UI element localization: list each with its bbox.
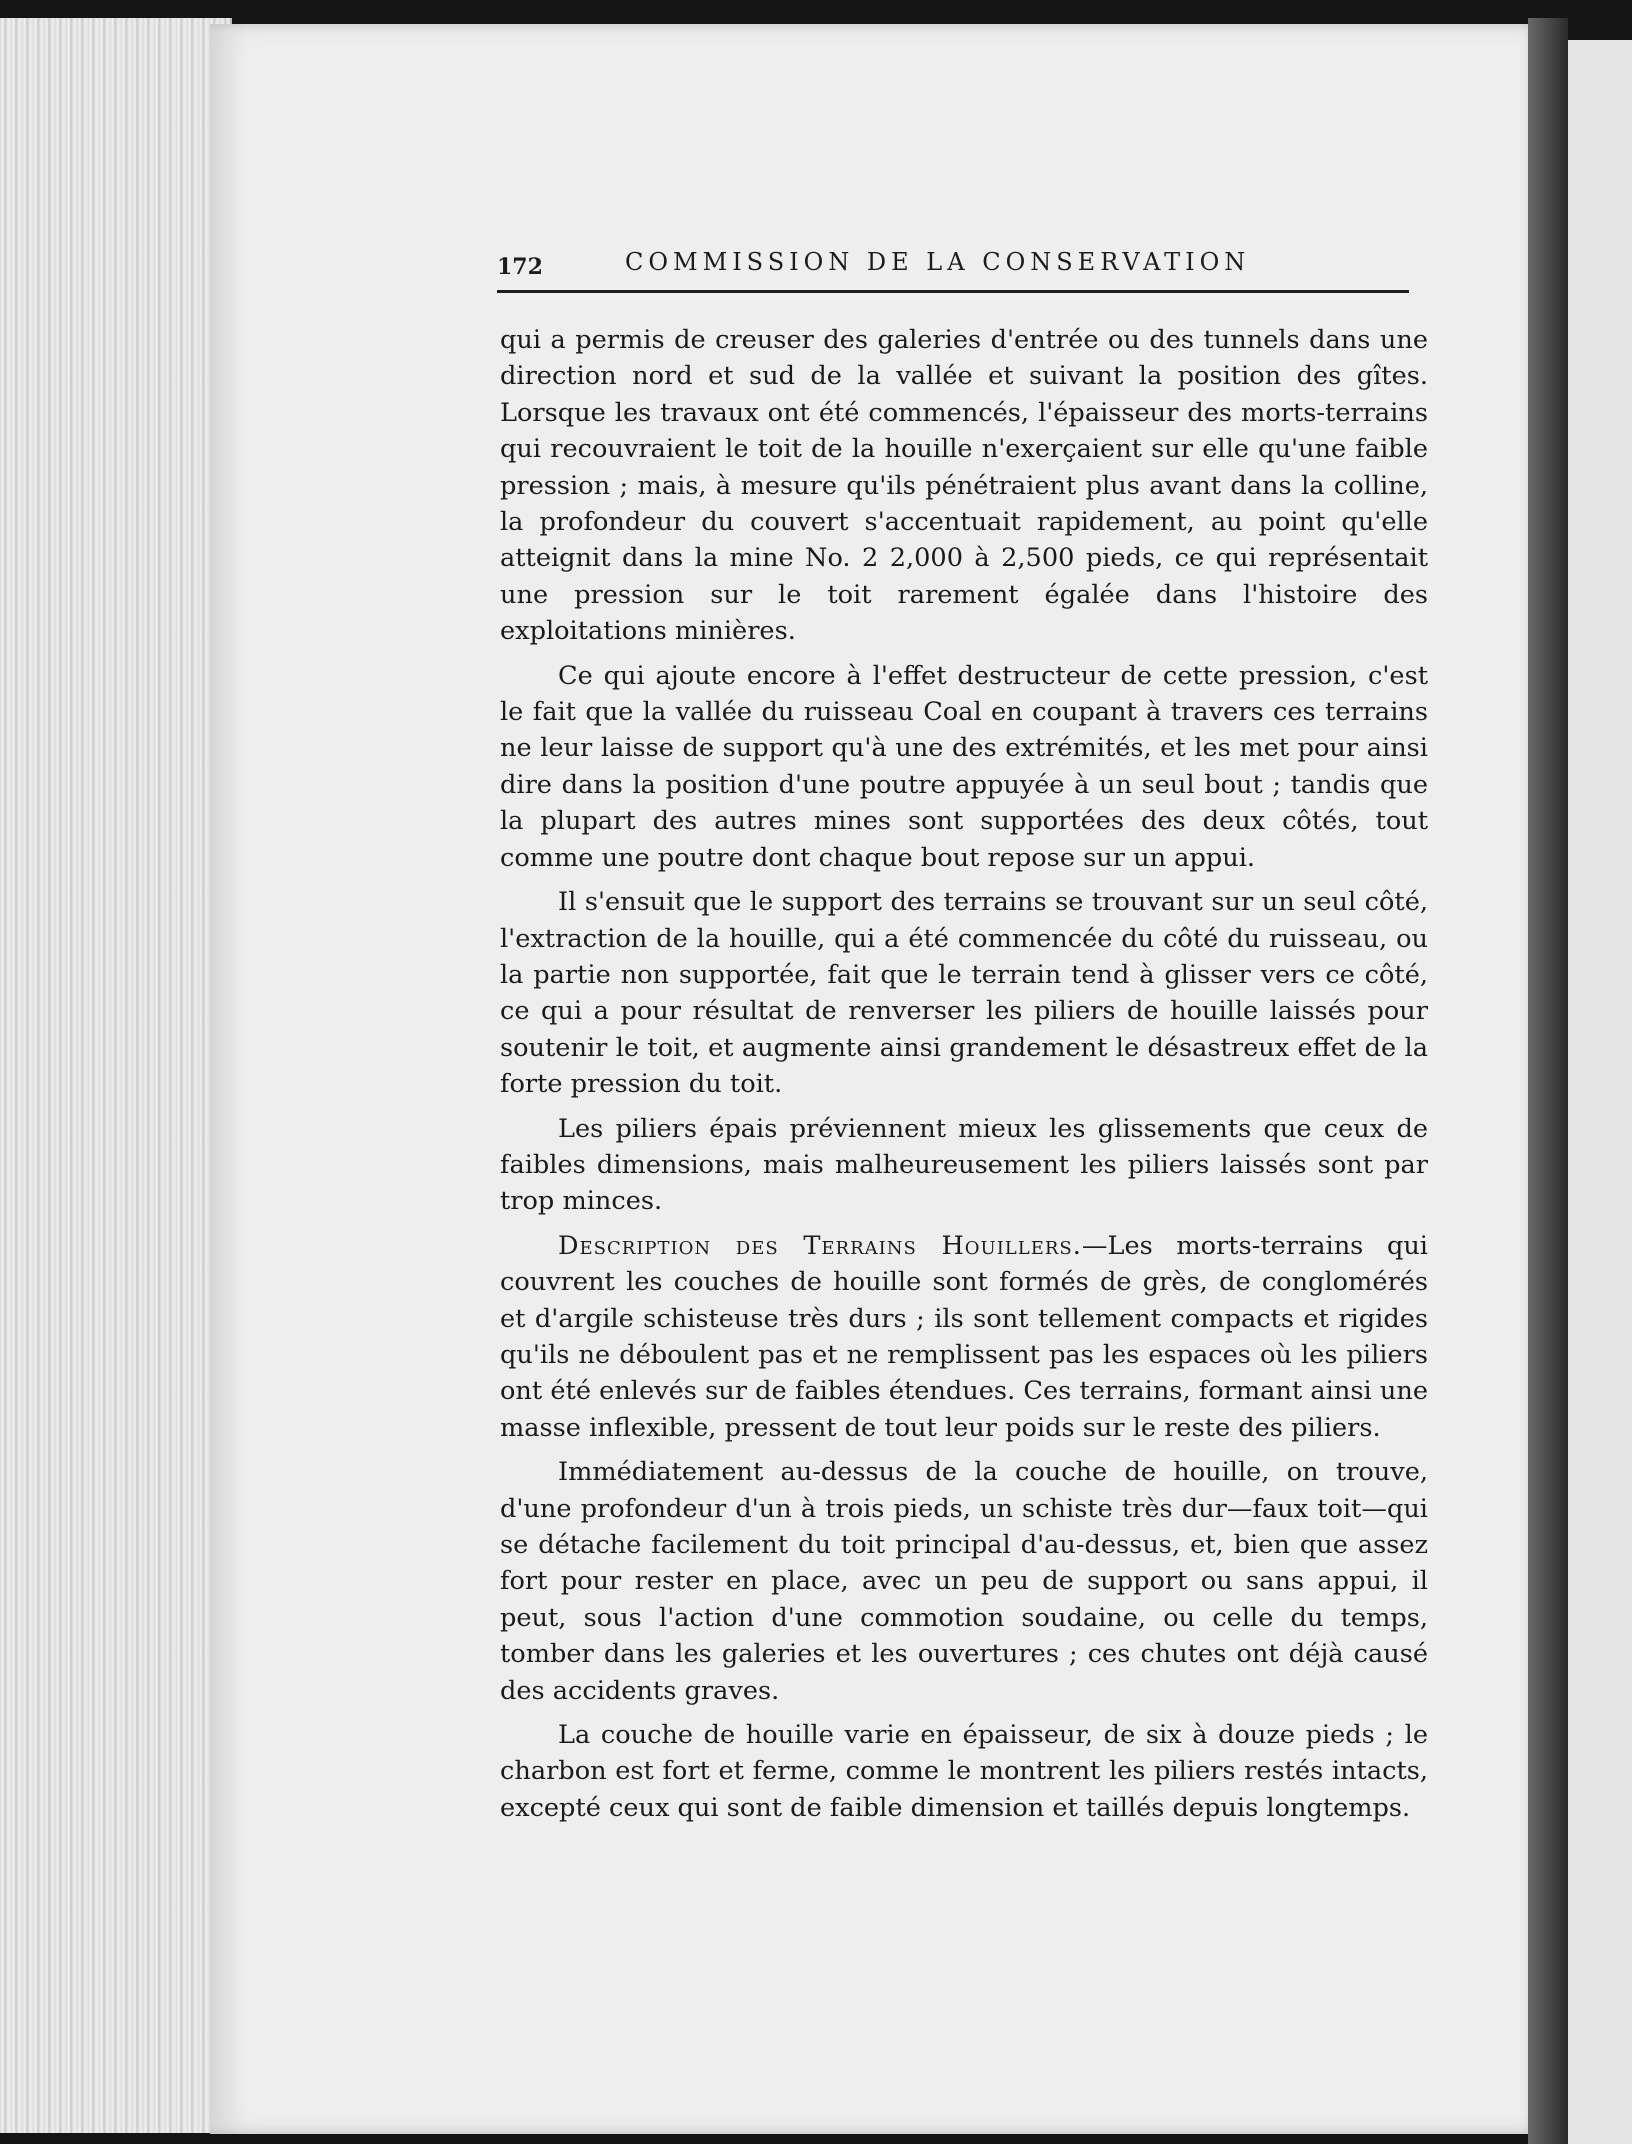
paragraph: Ce qui ajoute encore à l'effet destructeur de cette pression, c'est le fait que la vallée du ruisseau Coal en coupant à travers ces terrains ne leur laisse de support qu'à une des extrémités, et les met pour ainsi dire dans la position d'une poutre appuyée à un seul bout ; tandis que la plupart des autres mines sont supportées des deux côtés, tout comme une poutre dont chaque bout repose sur un appui. (500, 660, 1428, 873)
section-text: —Les morts-terrains qui couvrent les couches de houille sont formés de grès, de conglomérés et d'argile schisteuse très durs ; ils sont tellement compacts et rigides qu'ils ne déboulent pas et ne remplissent pas les espaces où les piliers ont été enlevés sur de faibles étendues. Ces terrains, formant ainsi une masse inflexible, pressent de tout leur poids sur le reste des piliers. (500, 1230, 1428, 1443)
paragraph: La couche de houille varie en épaisseur, de six à douze pieds ; le charbon est fort et ferme, comme le montrent les piliers restés intacts, excepté ceux qui sont de faible dimension et taillés depuis longtemps. (500, 1720, 1428, 1823)
section-paragraph (500, 1228, 1428, 1446)
section-heading: Description des Terrains Houillers. (558, 1230, 1082, 1261)
facing-page-edge (1568, 40, 1632, 2144)
paragraph: qui a permis de creuser des galeries d'entrée ou des tunnels dans une direction nord et sud de la vallée et suivant la position des gîtes. Lorsque les travaux ont été commencés, l'épaisseur des morts-terrains qui recouvraient le toit de la houille n'exerçaient sur elle qu'une faible pression ; mais, à mesure qu'ils pénétraient plus avant dans la colline, la profondeur du couvert s'accentuait rapidement, au point qu'elle atteignit dans la mine No. 2 2,000 à 2,500 pieds, ce qui représentait une pression sur le toit rarement égalée dans l'histoire des exploitations minières. (500, 325, 1428, 647)
paragraph: Les piliers épais préviennent mieux les glissements que ceux de faibles dimensions, mais malheureusement les piliers laissés sont par trop minces. (500, 1113, 1428, 1217)
page-body (500, 322, 1428, 1834)
page-edges (0, 18, 232, 2133)
page-number: 172 (497, 254, 543, 280)
gutter-shadow (1528, 18, 1568, 2144)
paragraph: Immédiatement au-dessus de la couche de houille, on trouve, d'une profondeur d'un à trois pieds, un schiste très dur—faux toit—qui se détache facilement du toit principal d'au-dessus, et, bien que assez fort pour rester en place, avec un peu de support ou sans appui, il peut, sous l'action d'une commotion soudaine, ou celle du temps, tomber dans les galeries et les ouvertures ; ces chutes ont déjà causé des accidents graves. (500, 1457, 1428, 1706)
page-header (497, 248, 1409, 293)
running-head: COMMISSION DE LA CONSERVATION (625, 248, 1251, 276)
paragraph: Il s'ensuit que le support des terrains se trouvant sur un seul côté, l'extraction de la houille, qui a été commencée du côté du ruisseau, ou la partie non supportée, fait que le terrain tend à glisser vers ce côté, ce qui a pour résultat de renverser les piliers de houille laissés pour soutenir le toit, et augmente ainsi grandement le désastreux effet de la forte pression du toit. (500, 887, 1428, 1100)
